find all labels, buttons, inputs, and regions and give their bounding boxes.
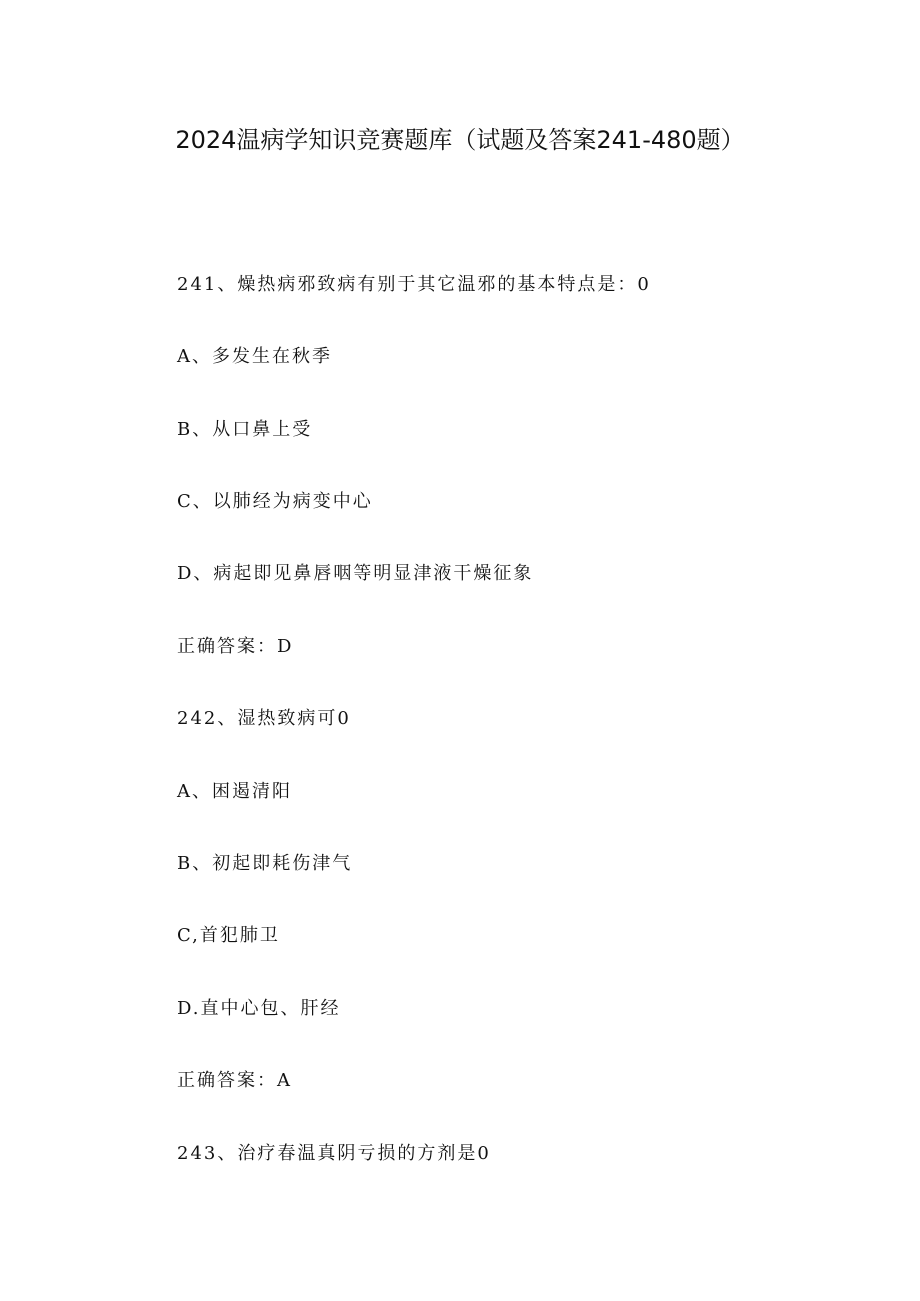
question-242-option-b: B、初起即耗伤津气: [177, 853, 353, 874]
question-241-option-d: D、病起即见鼻唇咽等明显津液干燥征象: [177, 563, 534, 584]
document-title: 2024温病学知识竞赛题库（试题及答案241-480题）: [175, 126, 745, 154]
question-242-option-c: C,首犯肺卫: [177, 925, 280, 946]
question-241-option-a: A、多发生在秋季: [177, 346, 332, 367]
question-241-answer: 正确答案：D: [177, 636, 294, 657]
question-241-option-b: B、从口鼻上受: [177, 419, 313, 440]
question-241-stem: 241、燥热病邪致病有别于其它温邪的基本特点是：0: [177, 274, 651, 295]
question-243-stem: 243、治疗春温真阴亏损的方剂是0: [177, 1143, 491, 1164]
question-242-option-a: A、困遏清阳: [177, 781, 292, 802]
question-242-answer: 正确答案：A: [177, 1070, 292, 1091]
question-242-option-d: D.直中心包、肝经: [177, 998, 341, 1019]
question-241-option-c: C、以肺经为病变中心: [177, 491, 373, 512]
question-242-stem: 242、湿热致病可0: [177, 708, 351, 729]
